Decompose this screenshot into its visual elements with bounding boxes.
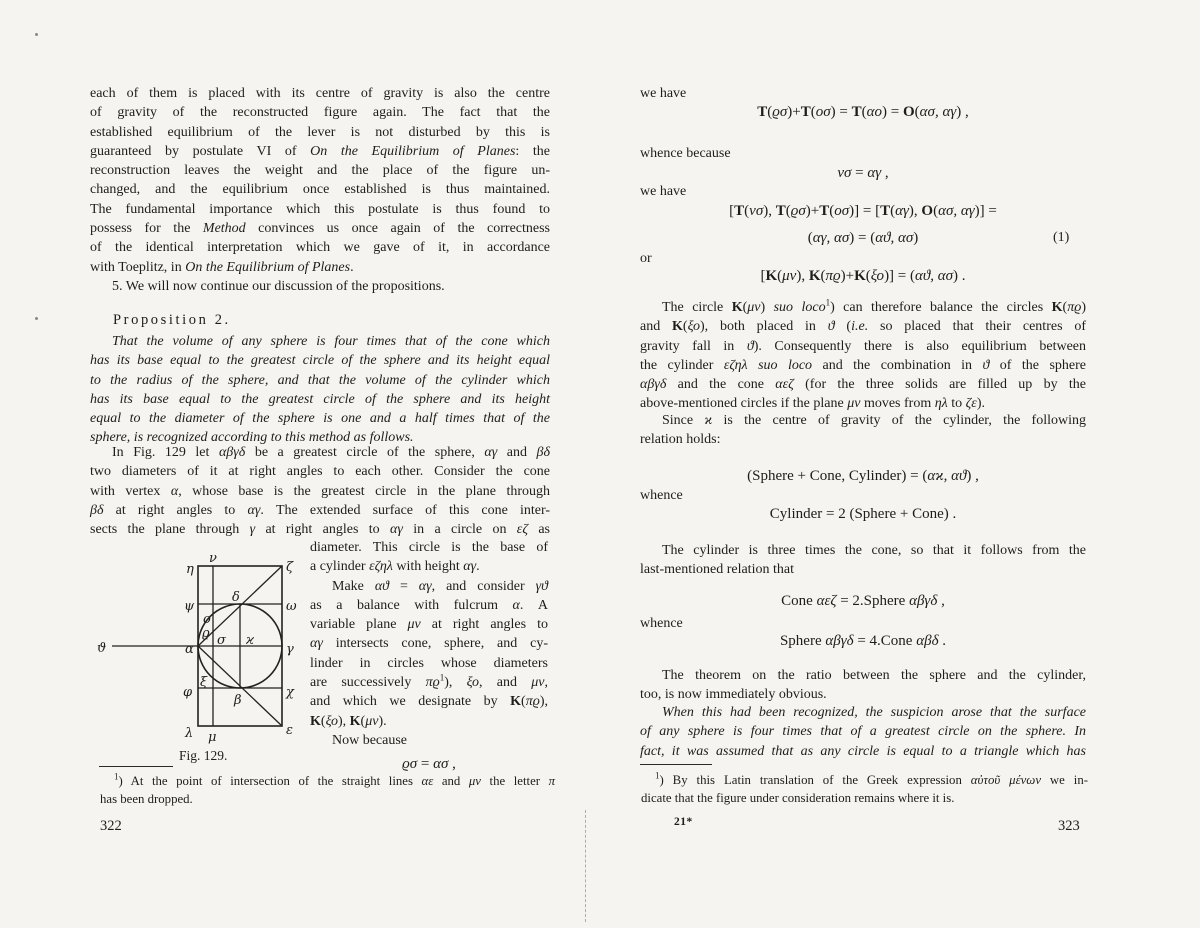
figure-label-ϰ: ϰ <box>246 633 255 648</box>
text-line: and K(ξο), both placed in ϑ (i.e. so placed that their centres of <box>640 319 1086 335</box>
formula-sphere-4-cone: Sphere αβγδ = 4.Cone αβδ . <box>779 633 947 649</box>
figure-label-ε: ε <box>286 723 293 738</box>
text-line: changed, and the equilibrium once established is thus maintained. <box>90 182 550 198</box>
text-line: diameter. This circle is the base of <box>310 540 548 555</box>
figure-label-ϱ: ϱ <box>202 626 210 641</box>
left-footnote <box>100 772 555 808</box>
label-whence-2: whence <box>640 616 683 631</box>
text-line: of gravity of the reconstructed figure again. The fact that the <box>90 105 550 121</box>
footnote-rule-left <box>99 766 173 767</box>
text-line: In Fig. 129 let αβγδ be a greatest circle of the sphere, αγ and βδ <box>112 445 550 460</box>
figure-label-α: α <box>185 642 194 657</box>
proposition-2-heading: Proposition 2. <box>113 312 231 328</box>
figure-label-λ: λ <box>185 726 194 741</box>
text-line: $^1$) At the point of intersection of the straight lines αε and μν the letter π <box>114 771 555 788</box>
text-line: established equilibrium of the lever is not disturbed by this is <box>90 124 550 140</box>
text-line: relation holds: <box>640 432 721 448</box>
text-line: fact, it was assumed that as any circle is equal to a triangle which has <box>640 743 1086 759</box>
signature-mark: 21* <box>674 816 693 828</box>
text-line: a cylinder εζηλ with height αγ. <box>310 559 480 575</box>
text-line: sphere, is recognized according to this method as follows. <box>90 430 414 446</box>
text-line: $^1$) By this Latin translation of the Greek expression αὐτοῦ μένων we in- <box>655 770 1088 787</box>
text-line: variable plane μν at right angles to <box>310 617 548 633</box>
figure-label-φ: φ <box>183 685 193 700</box>
page-fold-gutter-marks <box>585 810 586 922</box>
right-paragraph-5-italic <box>640 703 1086 761</box>
text-line: has its base equal to the greatest circle of the sphere and its height equal <box>90 353 550 369</box>
figure-label-ο: ο <box>203 612 211 627</box>
text-line: each of them is placed with its centre of gravity is also the centre <box>90 86 550 101</box>
figure-label-χ: χ <box>286 685 294 700</box>
text-line: That the volume of any sphere is four times that of the cone which <box>112 334 550 349</box>
scan-speck <box>35 33 38 36</box>
right-paragraph-3 <box>640 541 1086 580</box>
text-line: βδ at right angles to αγ. The extended surface of this cone inter- <box>90 502 550 518</box>
right-paragraph-1 <box>640 298 1086 414</box>
text-line: αγ intersects cone, sphere, and cy- <box>310 636 548 652</box>
text-line: as a balance with fulcrum α. A <box>310 597 548 613</box>
label-we-have-1: we have <box>640 86 687 101</box>
text-line: to the radius of the sphere, and that the volume of the cylinder which <box>90 372 550 388</box>
equation-number-1: (1) <box>1053 230 1070 245</box>
text-line: the cylinder εζηλ suo loco and the combination in ϑ of the sphere <box>640 357 1086 373</box>
text-line: Make αϑ = αγ, and consider γϑ <box>332 578 548 594</box>
label-or: or <box>640 251 652 266</box>
text-line: too, is now immediately obvious. <box>640 687 827 703</box>
text-line: The theorem on the ratio between the sphere and the cylinder, <box>662 668 1086 683</box>
text-line: possess for the Method convinces us once again of the correctness <box>90 221 550 237</box>
text-line: The fundamental importance which this postulate is thus found to <box>90 201 550 217</box>
figure-label-η: η <box>186 562 194 577</box>
label-whence-1: whence <box>640 488 683 503</box>
text-line: equal to the diameter of the sphere is one and a half times that of the <box>90 411 550 427</box>
left-paragraph-1 <box>90 84 550 296</box>
proposition-2-statement <box>90 332 550 448</box>
figure-label-ω: ω <box>286 599 297 614</box>
figure-129-svg <box>90 548 302 750</box>
text-line: with Toeplitz, in On the Equilibrium of Planes. <box>90 259 354 275</box>
text-line: above-mentioned circles if the plane μν moves from ηλ to ζε). <box>640 396 985 412</box>
text-line: of any sphere is four times that of a greatest circle on the sphere. In <box>640 724 1086 740</box>
right-paragraph-4 <box>640 666 1086 705</box>
text-line: K(ξο), K(μν). <box>310 713 387 729</box>
figure-label-β: β <box>234 693 242 708</box>
text-line: Now because <box>332 732 408 748</box>
figure-label-ν: ν <box>209 551 217 566</box>
left-page-number: 322 <box>100 818 122 834</box>
formula-ratio: (αγ, ασ) = (αϑ, ασ) <box>807 230 919 246</box>
text-line: 5. We will now continue our discussion of the propositions. <box>112 278 445 294</box>
text-line: dicate that the figure under consideration remains where it is. <box>641 791 955 806</box>
figure-label-δ: δ <box>232 590 240 605</box>
text-line: reconstruction leaves the weight and the place of the figure un- <box>90 163 550 179</box>
text-line: linder in circles whose diameters <box>310 655 548 671</box>
formula-cone-2-sphere: Cone αεζ = 2.Sphere αβγδ , <box>781 593 945 609</box>
formula-sphere-cone-cylinder: (Sphere + Cone, Cylinder) = (αϰ, αϑ) , <box>747 468 979 484</box>
text-line: two diameters of it at right angles to each other. Consider the cone <box>90 464 550 480</box>
text-line: The circle K(μν) suo loco$^1$) can therefore balance the circles K(πϱ) <box>662 297 1086 315</box>
text-line: are successively $\pi ϱ^1$), ξο, and μν, <box>310 672 549 691</box>
side-column-text <box>310 538 548 775</box>
right-footnote <box>641 771 1088 807</box>
figure-label-σ: σ <box>217 633 226 648</box>
text-line: has its base equal to the greatest circle of the sphere and its height <box>90 391 550 407</box>
text-line: sects the plane through γ at right angles to αγ in a circle on εζ as <box>90 522 550 538</box>
text-line: with vertex α, whose base is the greatest circle in the plane through <box>90 483 550 499</box>
text-line: last-mentioned relation that <box>640 562 794 578</box>
formula-nu-sigma: νσ = αγ , <box>837 165 889 181</box>
text-line: and which we designate by K(πϱ), <box>310 694 548 710</box>
footnote-rule-right <box>640 764 712 765</box>
figure-label-γ: γ <box>286 642 294 657</box>
text-line: has been dropped. <box>100 792 193 807</box>
text-line: ϱσ = ασ , <box>402 756 456 773</box>
text-line: When this had been recognized, the suspicion arose that the surface <box>662 705 1086 720</box>
formula-t-sum: T(ϱσ)+T(οσ) = T(αο) = O(ασ, αγ) , <box>757 104 969 120</box>
figure-paragraph <box>90 443 550 539</box>
figure-label-μ: μ <box>208 730 217 745</box>
text-line: The cylinder is three times the cone, so that it follows from the <box>662 543 1086 558</box>
right-page-number: 323 <box>1058 818 1080 834</box>
text-line: αβγδ and the cone αεζ (for the three solids are filled up by the <box>640 377 1086 393</box>
text-line: of the identical interpretation which we gave of it, in accordance <box>90 240 550 256</box>
text-line: gravity fall in ϑ). Consequently there is also equilibrium between <box>640 338 1086 354</box>
label-we-have-2: we have <box>640 184 687 199</box>
label-whence-because: whence because <box>640 146 731 161</box>
scan-speck <box>35 317 38 320</box>
formula-cylinder-2: Cylinder = 2 (Sphere + Cone) . <box>769 506 957 522</box>
right-page <box>600 0 1200 928</box>
formula-bracket-k: [K(μν), K(πϱ)+K(ξο)] = (αϑ, ασ) . <box>760 268 966 284</box>
figure-label-ϑ: ϑ <box>97 641 107 656</box>
formula-bracket-t: [T(νσ), T(ϱσ)+T(οσ)] = [T(αγ), O(ασ, αγ)] = <box>729 203 997 219</box>
figure-label-ψ: ψ <box>184 599 195 614</box>
figure-label-ξ: ξ <box>200 675 208 690</box>
text-line: Since ϰ is the centre of gravity of the cylinder, the following <box>662 413 1086 428</box>
right-paragraph-2 <box>640 411 1086 450</box>
figure-caption: Fig. 129. <box>179 748 228 763</box>
text-line: guaranteed by postulate VI of On the Equilibrium of Planes: the <box>90 143 550 159</box>
figure-label-ζ: ζ <box>286 560 294 575</box>
